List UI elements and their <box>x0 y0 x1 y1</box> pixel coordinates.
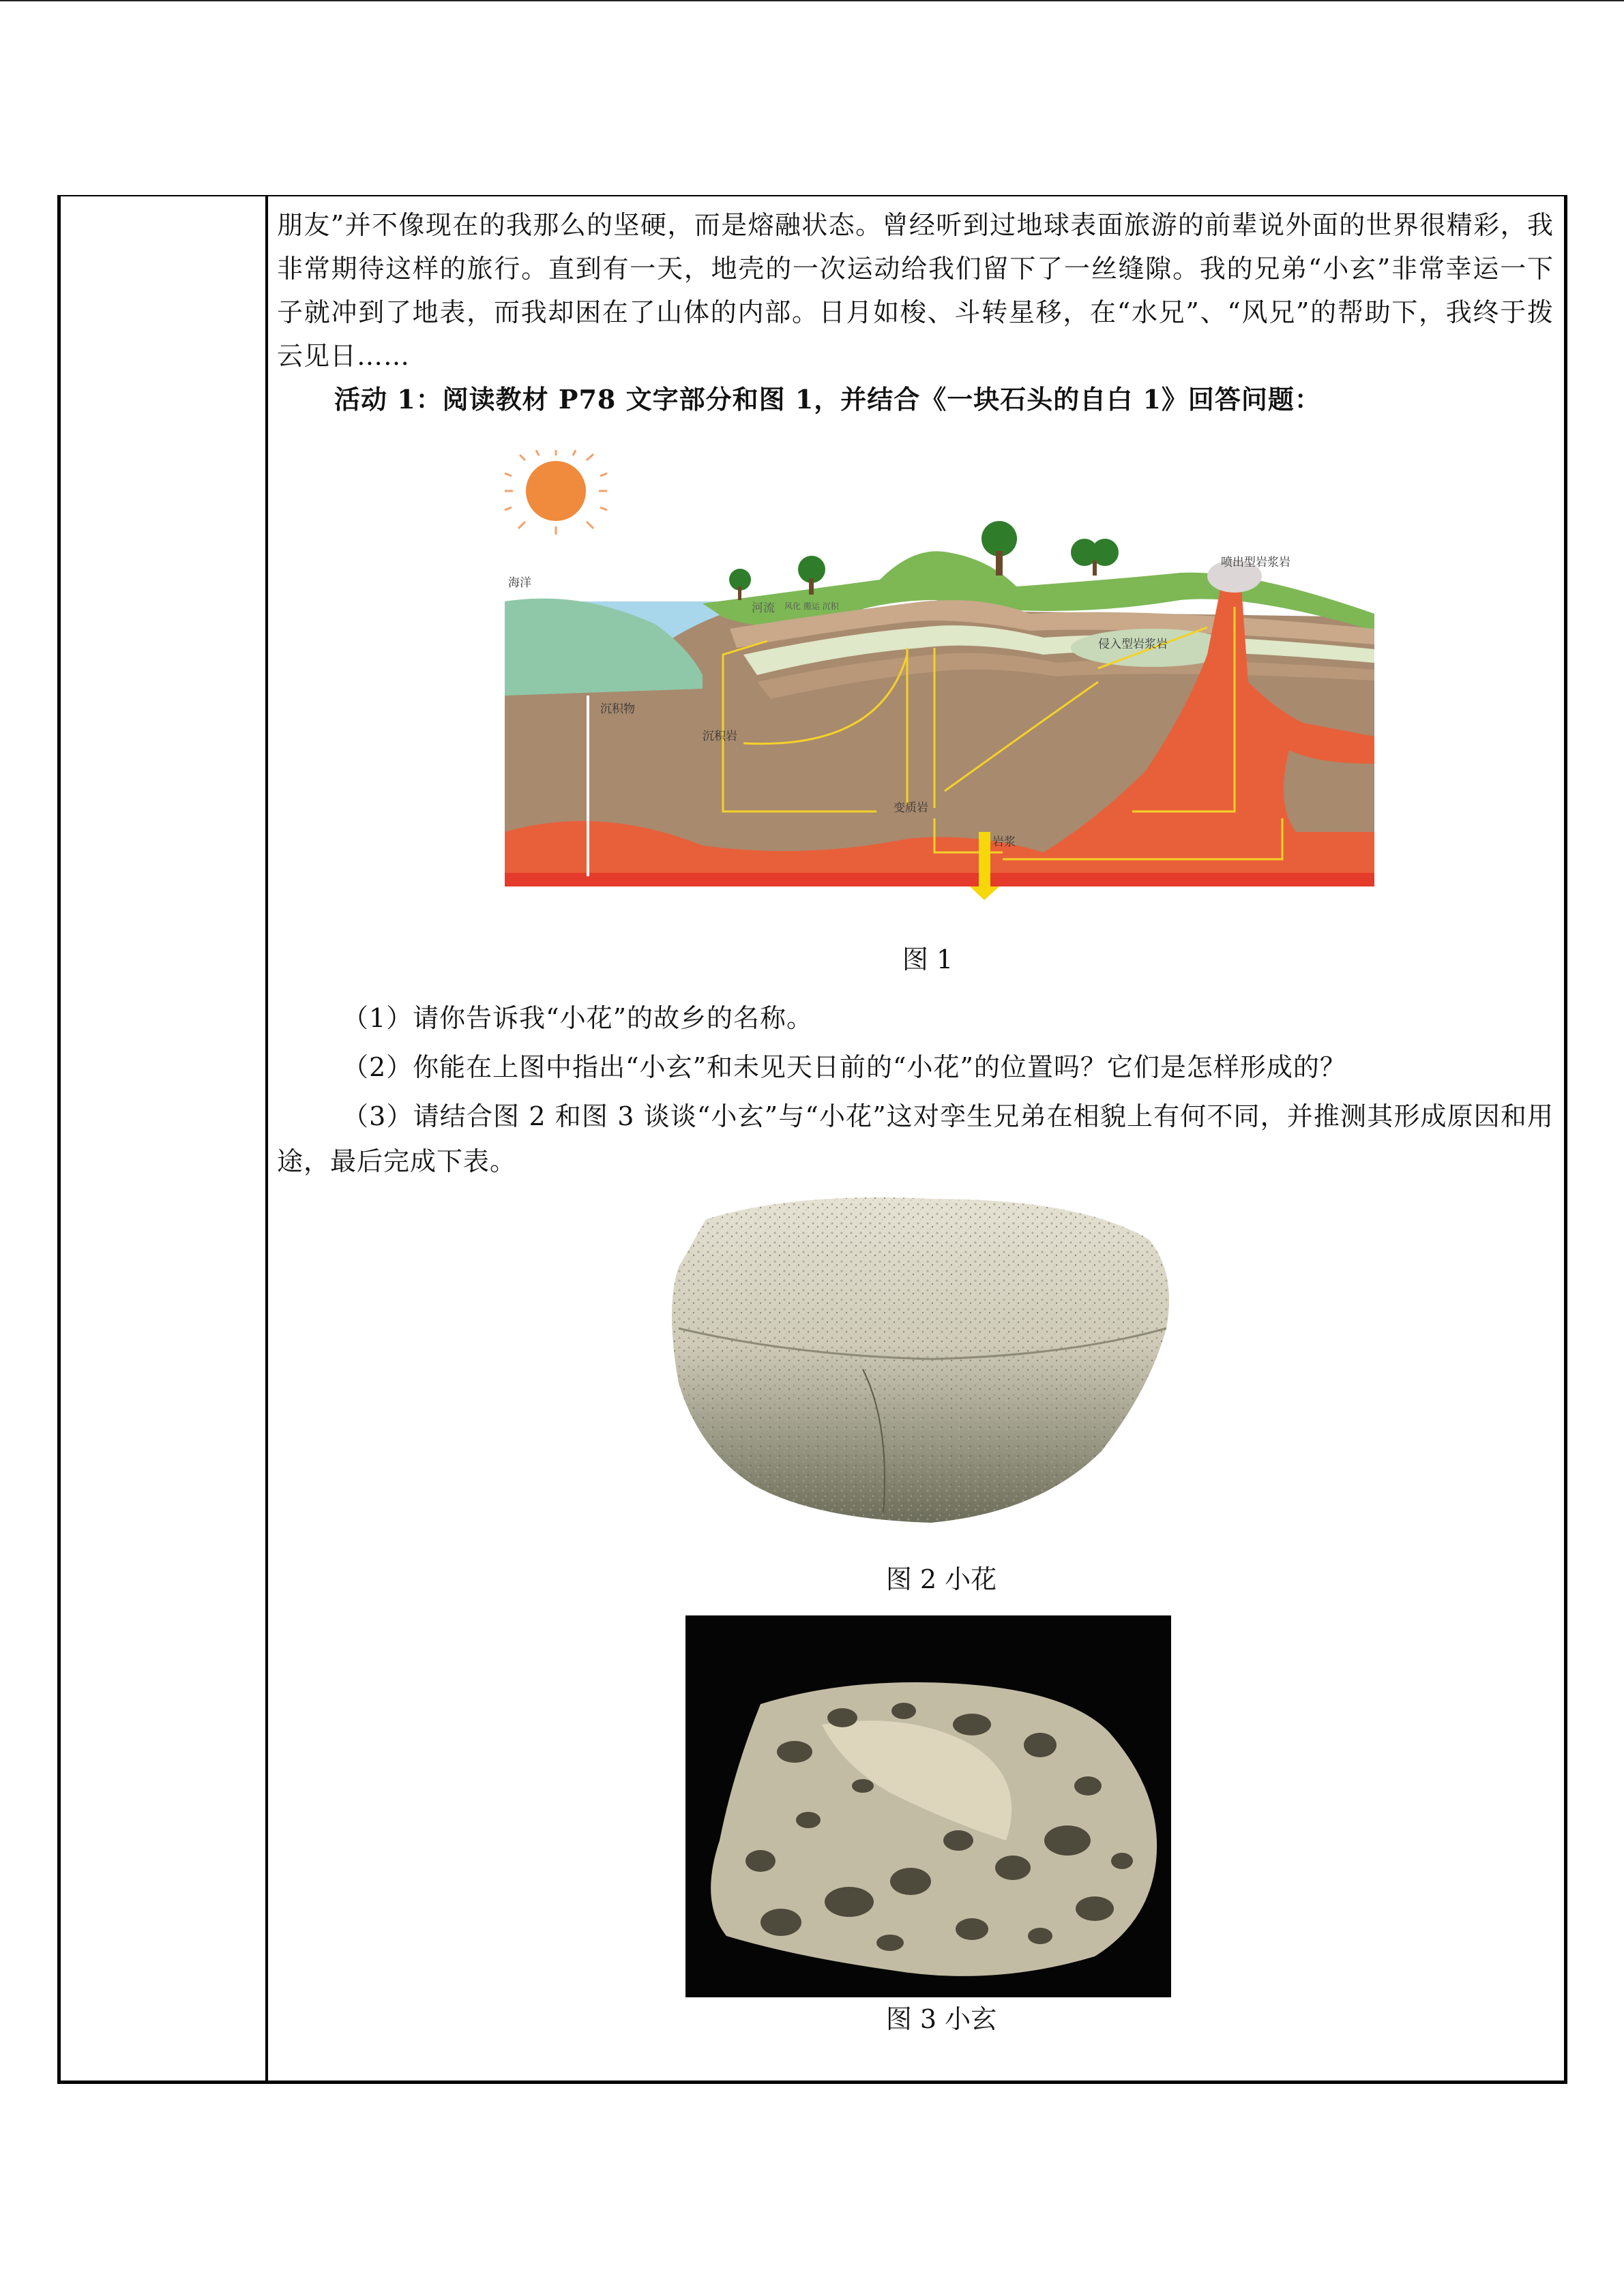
label-river: 河流 <box>752 601 775 615</box>
rock-cycle-diagram <box>498 450 1385 914</box>
question-2: （2）你能在上图中指出“小玄”和未见天日前的“小花”的位置吗？它们是怎样形成的？ <box>342 1052 1346 1082</box>
label-weathering: 风化 搬运 沉积 <box>784 601 839 611</box>
figure3-caption: 图 3 小玄 <box>885 2004 997 2034</box>
vesicular-rock-image <box>685 1615 1171 1997</box>
table-column-divider <box>265 195 268 2081</box>
content-cell <box>277 203 1554 421</box>
question-3: （3）请结合图 2 和图 3 谈谈“小玄”与“小花”这对孪生兄弟在相貌上有何不同，并推测其形成原因和用途，最后完成下表。 <box>277 1101 1554 1176</box>
story-paragraph: 朋友”并不像现在的我那么的坚硬，而是熔融状态。曾经听到过地球表面旅游的前辈说外面的世界很精彩，我非常期待这样的旅行。直到有一天，地壳的一次运动给我们留下了一丝缝隙。我的兄弟“小玄”非常幸运一下子就冲到了地表，而我却困在了山体的内部。日月如梭、斗转星移，在“水兄”、“风兄”的帮助下，我终于拨云见日…… <box>277 210 1554 371</box>
sun-icon <box>505 450 607 535</box>
activity-heading: 活动 1：阅读教材 P78 文字部分和图 1，并结合《一块石头的自白 1》回答问题： <box>334 384 1321 415</box>
question-1: （1）请你告诉我“小花”的故乡的名称。 <box>342 1003 814 1033</box>
label-ocean: 海洋 <box>508 576 531 590</box>
label-intrusive-rock: 侵入型岩浆岩 <box>1098 638 1168 651</box>
figure2-caption: 图 2 小花 <box>885 1564 997 1594</box>
granite-rock-image <box>658 1192 1190 1547</box>
page-top-rule <box>0 0 1624 1</box>
label-magma: 岩浆 <box>992 835 1016 849</box>
label-extrusive-rock: 喷出型岩浆岩 <box>1221 556 1290 569</box>
figure1-caption: 图 1 <box>902 944 954 974</box>
label-metamorphic-rock: 变质岩 <box>894 801 928 815</box>
label-sedimentary-rock: 沉积岩 <box>703 730 737 743</box>
table-top-border <box>61 195 1564 196</box>
label-sediment: 沉积物 <box>600 702 635 716</box>
